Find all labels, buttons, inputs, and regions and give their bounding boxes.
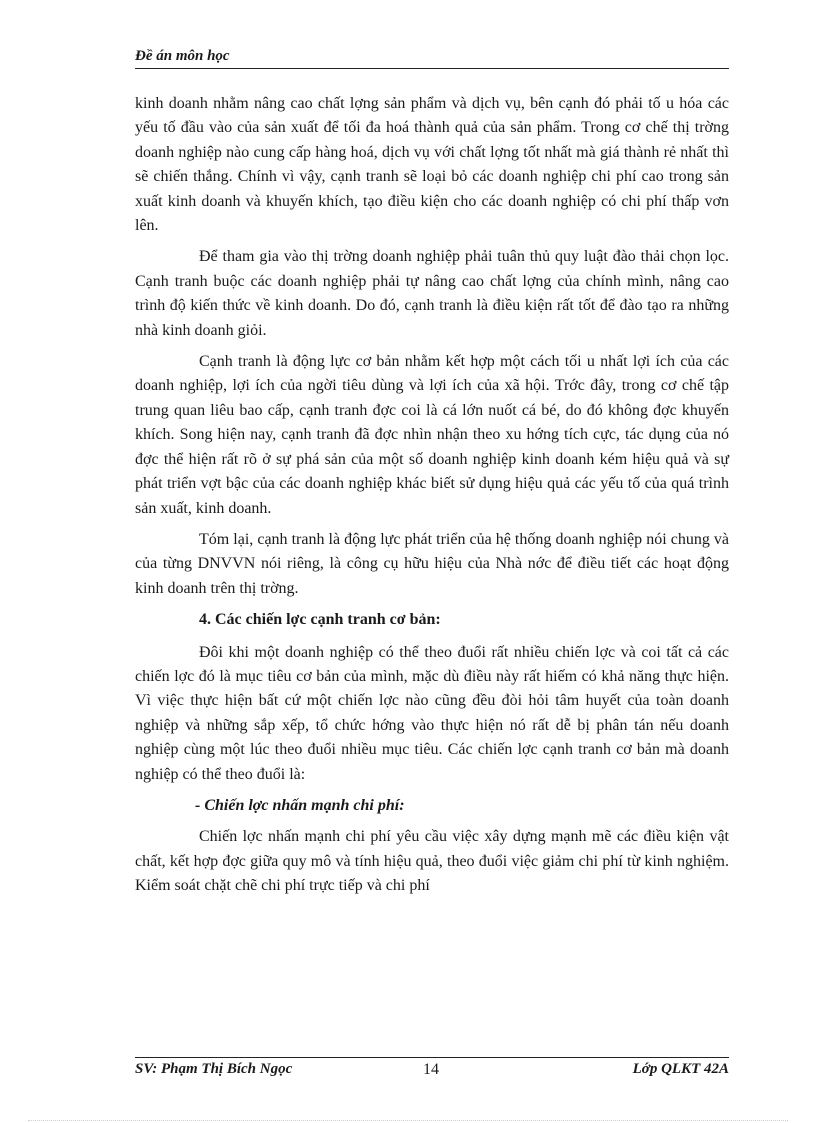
- paragraph-3: Cạnh tranh là động lực cơ bản nhằm kết hợp một cách tối u nhất lợi ích của các doanh nghiệp, lợi ích của ngời tiêu dùng và lợi ích của xã hội. Trớc đây, trong cơ chế tập trung quan liêu bao cấp, cạnh tranh đợc coi là cá lớn nuốt cá bé, do đó không đợc khuyến khích. Song hiện nay, cạnh tranh đã đợc nhìn nhận theo xu hớng tích cực, tác dụng của nó đợc thể hiện rất rõ ở sự phá sản của một số doanh nghiệp kinh doanh kém hiệu quả và sự phát triển vợt bậc của các doanh nghiệp khác biết sử dụng hiệu quả các yếu tố của quá trình sản xuất, kinh doanh.: [135, 353, 729, 517]
- page-bottom-divider: [28, 1120, 788, 1121]
- paragraph-4: Tóm lại, cạnh tranh là động lực phát triển của hệ thống doanh nghiệp nói chung và của từng DNVVN nói riêng, là công cụ hữu hiệu của Nhà nớc để điều tiết các hoạt động kinh doanh trên thị trờng.: [135, 530, 729, 597]
- paragraph-5: Đôi khi một doanh nghiệp có thể theo đuổi rất nhiều chiến lợc và coi tất cả các chiến lợc đó là mục tiêu cơ bản của mình, mặc dù điều này rất hiếm có khả năng thực hiện. Vì việc thực hiện bất cứ một chiến lợc nào cũng đều đòi hỏi tâm huyết của toàn doanh nghiệp và những sắp xếp, tổ chức hớng vào thực hiện nó rất dễ bị phân tán nếu doanh nghiệp cùng một lúc theo đuổi nhiều mục tiêu. Các chiến lợc cạnh tranh cơ bản mà doanh nghiệp có thể theo đuổi là:: [135, 643, 729, 783]
- footer-author: SV: Phạm Thị Bích Ngọc: [135, 1061, 293, 1077]
- paragraph-2: Để tham gia vào thị trờng doanh nghiệp phải tuân thủ quy luật đào thải chọn lọc. Cạnh tranh buộc các doanh nghiệp phải tự nâng cao chất lợng của chính mình, nâng cao trình độ kiến thức về kinh doanh. Do đó, cạnh tranh là điều kiện rất tốt để đào tạo ra những nhà kinh doanh giỏi.: [135, 248, 729, 339]
- paragraph-1: kinh doanh nhằm nâng cao chất lợng sản phẩm và dịch vụ, bên cạnh đó phải tố u hóa các yếu tố đầu vào của sản xuất để tối đa hoá thành quả của sản phẩm. Trong cơ chế thị trờng doanh nghiệp nào cung cấp hàng hoá, dịch vụ với chất lợng tốt nhất mà giá thành rẻ nhất thì sẽ chiến thắng. Chính vì vậy, cạnh tranh sẽ loại bỏ các doanh nghiệp chi phí cao trong sản xuất kinh doanh và khuyến khích, tạo điều kiện cho các doanh nghiệp có chi phí thấp vơn lên.: [135, 95, 729, 235]
- section-heading: 4. Các chiến lợc cạnh tranh cơ bản:: [199, 611, 441, 629]
- page-header: [135, 46, 729, 69]
- header-title: Đề án môn học: [135, 48, 230, 64]
- page-number: 14: [423, 1061, 439, 1078]
- subsection-heading: - Chiến lợc nhấn mạnh chi phí:: [195, 796, 405, 814]
- paragraph-6: Chiến lợc nhấn mạnh chi phí yêu cầu việc xây dựng mạnh mẽ các điều kiện vật chất, kết hợp đợc giữa quy mô và tính hiệu quả, theo đuổi việc giảm chi phí từ kinh nghiệm. Kiểm soát chặt chẽ chi phí trực tiếp và chi phí: [135, 828, 729, 895]
- page-footer: [135, 1057, 729, 1080]
- document-body: [135, 92, 729, 906]
- footer-class: Lớp QLKT 42A: [632, 1061, 729, 1077]
